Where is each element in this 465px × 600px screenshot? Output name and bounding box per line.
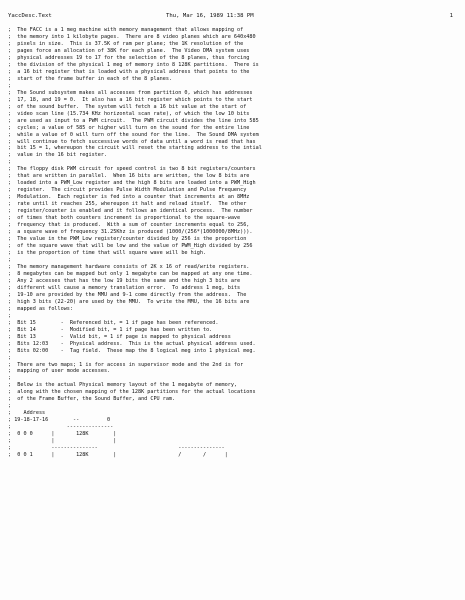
text-line: ; Below is the actual Physical memory layout of the 1 megabyte of memory,: [8, 382, 238, 389]
text-line: ; 19-18-17-16 -- 0: [8, 417, 111, 424]
text-line: ; --------------- ---------------: [8, 445, 225, 452]
text-line: ; are used as input to a PWM circuit. The PWM circuit divides the line into 585: [8, 117, 259, 124]
text-line: ; frequency that is produced. With a sum of counter increments equal to 256,: [8, 222, 250, 229]
text-line: ;: [8, 82, 12, 89]
text-line: ; Bit 14 - Modified bit, = 1 if page has been written to.: [8, 326, 213, 333]
text-line: ; mapped as follows:: [8, 305, 73, 312]
text-line: ; There are two maps; 1 is for access in supervisor mode and the 2nd is for: [8, 361, 244, 368]
text-line: ; is the proportion of time that will square wave will be high.: [8, 250, 207, 256]
text-line: ; Modulation. Each register is fed into a counter that increments at an 8MHz: [8, 194, 250, 201]
text-line: ; The FACC is a 1 meg machine with memory management that allows mapping of: [8, 27, 244, 33]
text-line: ; loaded into a PWM_Low register and the high 8 bits are loaded into a PWM_High: [8, 180, 256, 187]
text-line: ; 0 0 1 | 128K | / / |: [8, 452, 228, 459]
text-line: ; 17, 18, and 19 = 0. It also has a 16 bit register which points to the start: [8, 96, 253, 103]
text-line: ; the division of the physical 1 meg of memory into 8 128K partitions. There is: [8, 61, 259, 68]
text-line: ; The value in the PWM_Low register/counter divided by 256 is the proportion: [8, 236, 247, 243]
text-line: ; mapping of user mode accesses.: [8, 368, 111, 375]
header-filename: YaccDesc.Text: [8, 13, 52, 19]
text-line: ; Bit 15 - Referenced bit, = 1 if page has been referenced.: [8, 319, 219, 326]
text-line: ; of the sound buffer. The system will fetch a 16 bit value at the start of: [8, 103, 247, 110]
text-line: ; The floppy disk PWM circuit for speed control is two 8 bit registers/counters: [8, 166, 256, 173]
text-line: ; that are written in parallel. When 16 bits are written, the low 8 bits are: [8, 173, 250, 180]
text-line: ; value in the 16 bit register.: [8, 152, 108, 159]
text-line: ;: [8, 256, 12, 263]
text-line: ; register. The circuit provides Pulse Width Modulation and Pulse Frequency: [8, 187, 247, 194]
text-line: ; pixels in size. This is 37.5K of ram per plane; the 1K resolution of the: [8, 40, 244, 47]
text-line: ; a square wave of frequency 31.25Khz is produced (1000/(256*(1000000/8MHz))).: [8, 229, 253, 236]
page-header: [8, 13, 457, 20]
text-line: ;: [8, 375, 12, 382]
text-line: ; The memory management hardware consists of 2K x 16 of read/write registers.: [8, 263, 250, 270]
text-line: ;: [8, 159, 12, 166]
text-line: ; register/counter is enabled and it follows an identical process. The number: [8, 208, 253, 215]
text-line: ; start of the frame buffer in each of the 8 planes.: [8, 75, 173, 82]
text-line: ; ---------------: [8, 424, 114, 431]
text-line: ; The Sound subsystem makes all accesses from partition 0, which has addresses: [8, 89, 253, 96]
header-date: Thu, Mar 16, 1989 11:38 PM: [166, 13, 254, 19]
text-line: ; along with the chosen mapping of the 128K partitions for the actual locations: [8, 389, 256, 396]
text-line: ; the memory into 1 kilobyte pages. There are 8 video planes which are 640x480: [8, 33, 256, 40]
text-line: ; while a value of 0 will turn off the sound for the line. The Sound DMA system: [8, 131, 259, 138]
text-line: ; 19-10 are provided by the MMU and 9-1 come directly from the address. The: [8, 291, 247, 298]
text-line: ;: [8, 403, 12, 410]
text-line: ; different will cause a memory translation error. To address 1 meg, bits: [8, 284, 241, 291]
document-body: [8, 27, 453, 459]
text-line: ;: [8, 354, 12, 361]
text-line: ; | |: [8, 438, 117, 445]
text-line: ; pages force an allocation of 38K for each plane. The Video DMA system uses: [8, 47, 250, 54]
text-line: ; will continue to fetch successive words of data until a word is read that has: [8, 138, 256, 145]
text-line: ;: [8, 312, 12, 319]
text-line: ; physical addresses 19 to 17 for the selection of the 8 planes, thus forcing: [8, 54, 250, 61]
text-line: ; rate until it reaches 255, whereupon it halt and reload itself. The other: [8, 201, 247, 208]
text-line: ; Any 2 accesses that has the low 19 bits the same and the high 3 bits are: [8, 277, 241, 284]
text-line: ; Address: [8, 410, 46, 417]
text-line: ; of times that both counters increment is proportional to the square-wave: [8, 215, 241, 222]
text-line: ; Bits 02:00 - Tag field. These map the 8 logical meg into 1 physical meg.: [8, 347, 256, 354]
text-line: ; Bit 13 - Valid bit, = 1 if page is mapped to physical address: [8, 333, 231, 340]
text-line: ; video scan line (15.734 KHz horizontal scan rate), of which the low 10 bits: [8, 110, 250, 117]
text-line: ; cycles; a value of 585 or higher will turn on the sound for the entire line: [8, 124, 250, 131]
text-line: ; 8 megabytes can be mapped but only 1 megabyte can be mapped at any one time.: [8, 270, 253, 277]
text-line: ; of the Frame Buffer, the Sound Buffer, and CPU ram.: [8, 396, 176, 403]
header-page-number: 1: [449, 13, 453, 19]
text-line: ; of the square wave that will be low and the value of PWM_High divided by 256: [8, 243, 253, 250]
text-line: ; Bits 12:03 - Physical address. This is the actual physical address used.: [8, 340, 256, 347]
text-line: ; a 16 bit register that is loaded with a physical address that points to the: [8, 68, 250, 75]
text-line: ; high 3 bits (22-20) are used by the MMU. To write the MMU, the 16 bits are: [8, 298, 250, 305]
text-line: ; bit 15 = 1, whereupon the circuit will reset the starting address to the intial: [8, 145, 262, 152]
text-line: ; 0 0 0 | 128K |: [8, 431, 117, 438]
